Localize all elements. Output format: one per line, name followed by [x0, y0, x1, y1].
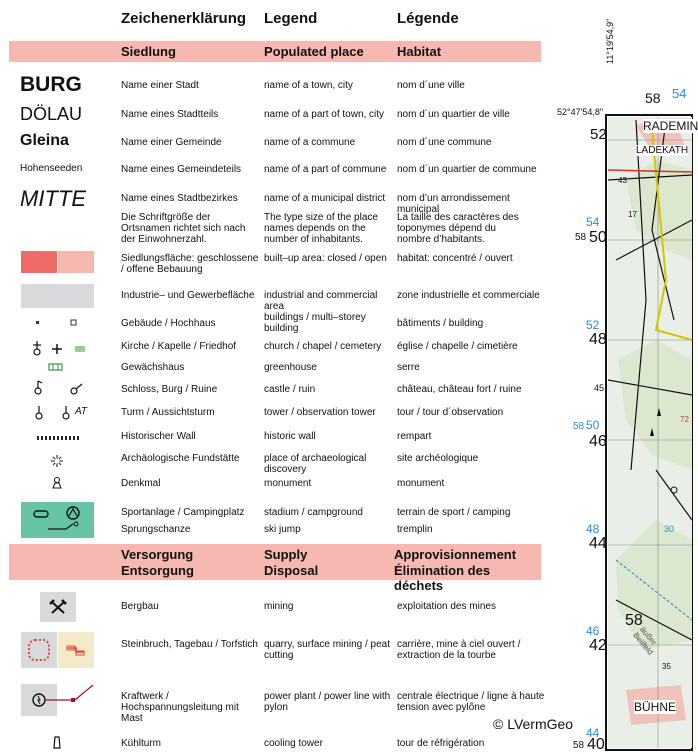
map-place-label: BÜHNE — [634, 700, 677, 714]
map-place-label: äußer Beilfeld — [631, 625, 659, 657]
map-grid-label: 43 — [618, 176, 627, 185]
settlement-closed-swatch — [21, 251, 57, 273]
mining-icon — [40, 592, 76, 622]
map-grid-label: 48 — [589, 331, 607, 348]
map-grid-label: 54 — [672, 86, 687, 101]
map-grid-label: 35 — [662, 662, 671, 671]
castle-ruin-icon — [32, 380, 84, 396]
power-plant-line-icon — [21, 684, 94, 716]
map-longitude-label: 11°19'54,9" — [605, 18, 615, 64]
map-place-label: LADEKATH — [636, 145, 689, 156]
map-grid-label: 58 — [573, 421, 585, 432]
archaeological-site-icon — [50, 454, 64, 468]
industry-swatch — [21, 284, 94, 308]
section-title-fr: Habitat — [397, 44, 442, 59]
sport-camping-skijump-icon — [21, 502, 94, 538]
place-sample-district: DÖLAU — [20, 104, 83, 124]
section-title-de-2: Entsorgung — [121, 563, 194, 578]
header-fr: Légende — [397, 10, 459, 27]
copyright-notice: © LVermGeo — [490, 716, 576, 732]
section-versorgung — [9, 544, 541, 593]
tower-icon — [34, 403, 72, 421]
map-grid-label: 30 — [664, 524, 675, 534]
map-grid-label: 52 — [590, 126, 607, 143]
historic-wall-icon — [37, 434, 81, 442]
section-siedlung — [9, 41, 541, 62]
map-grid-label: 58 — [625, 612, 643, 629]
map-grid-label: 42 — [589, 637, 607, 654]
map-grid-label: 46 — [589, 433, 607, 450]
map-grid-label: 40 — [587, 736, 605, 753]
map-grid-label: 46 — [586, 624, 600, 638]
map-grid-label: 52 — [586, 318, 600, 332]
church-chapel-cemetery-icon — [30, 339, 90, 359]
section-title-en-2: Disposal — [264, 563, 319, 578]
map-place-label: RADEMIN — [643, 119, 698, 133]
place-sample-municipal-district: MITTE — [20, 186, 86, 211]
map-grid-label: 44 — [589, 535, 607, 552]
building-icon — [30, 317, 80, 331]
section-title-en: Supply — [264, 547, 308, 562]
place-sample-commune-part: Hohenseeden — [20, 163, 83, 174]
section-title-en: Populated place — [264, 44, 364, 59]
header-de: Zeichenerklärung — [121, 10, 247, 27]
section-title-fr-2: Élimination des déchets — [394, 563, 491, 593]
map-grid-label: 48 — [586, 522, 600, 536]
section-title-fr: Approvisionnement — [394, 547, 517, 562]
map-grid-label: 58 — [575, 232, 587, 243]
map-grid-label: 44 — [586, 726, 600, 740]
map-latitude-label: 52°47'54,8" — [557, 107, 604, 117]
place-sample-commune: Gleina — [20, 132, 69, 149]
section-title-de: Siedlung — [121, 44, 176, 59]
legend-panel: Zeichenerklärung Legend Légende Siedlung Populated place Habitat BURG DÖLAU Gleina Hohenseeden MITTE Name einer Stadt name of a town, city nom d´une ville Name eines Stadtteils name of a part of town, city nom d´un quartier de ville Name einer Gemeinde name of a commune nom d´une commune Name eines Gemeindeteils name of a part of commune nom d´un quartier de commune Name eines Stadtbezirkes name of a municipal district nom d’un arrondissement municipal Die Schriftgröße der Ortsnamen richtet sich nach der Einwohnerzahl. The type size of the place names depends on the number of inhabitants. La taille des caractères des toponymes dépend du nombre d’habitants. Siedlungsfläche: geschlossene / offene Bebauung built–up area: closed / open habitat: concentré / ouvert Industrie– und Gewerbefläche industrial and commercial area zone industrielle et commerciale Gebäude / Hochhaus buildings / multi–storey building bâtiments / building Kirche / Kapelle / Friedhof church / chapel / cemetery église / chapelle / cimetière Gewächshaus greenhouse serre Schloss, Burg / Ruine castle / ruin château, château fort / ruine AT Turm / Aussichtsturm tower / observation tower tour / tour d´observation Historischer Wall historic wall rempart Archäologische Fundstätte place of archaeological discovery site archéologique Denkmal monument monument Sportanlage / Campingplatz stadium / campground terrain de sport / camping Sprungschanze ski jump tremplin Versorgung Entsorgung Supply Disposal Approvisionnement Élimination des déchets Bergbau mining exploitation des mines Steinbruch, Tagebau / Torfstich quarry, surface mining / peat cutting carrière, mine à ciel ouvert / extraction de la tourbe Kraftwerk / Hochspannungsleitung mit Mast power plant / power line with pylon centrale électrique / ligne à haute tension avec pylône Kühlturm cooling tower tour de réfrigération — [0, 0, 545, 750]
quarry-peat-icon — [21, 632, 94, 668]
map-grid-label: 50 — [589, 229, 607, 246]
map-grid-label: 54 — [586, 215, 600, 229]
header-en: Legend — [264, 10, 318, 27]
map-grid-label: 50 — [586, 418, 600, 432]
observation-tower-label: AT — [75, 406, 88, 417]
greenhouse-icon — [48, 362, 64, 372]
map-grid-label: 17 — [628, 210, 637, 219]
place-sample-city: BURG — [20, 73, 82, 96]
section-title-de: Versorgung — [121, 547, 194, 562]
map-grid-label: 45 — [594, 383, 605, 393]
settlement-open-swatch — [58, 251, 94, 273]
map-grid-label: 58 — [573, 740, 585, 751]
map-grid-label: 72 — [680, 415, 689, 424]
cooling-tower-icon — [52, 735, 62, 749]
monument-icon — [51, 476, 63, 490]
map-grid-label: 58 — [645, 90, 661, 106]
